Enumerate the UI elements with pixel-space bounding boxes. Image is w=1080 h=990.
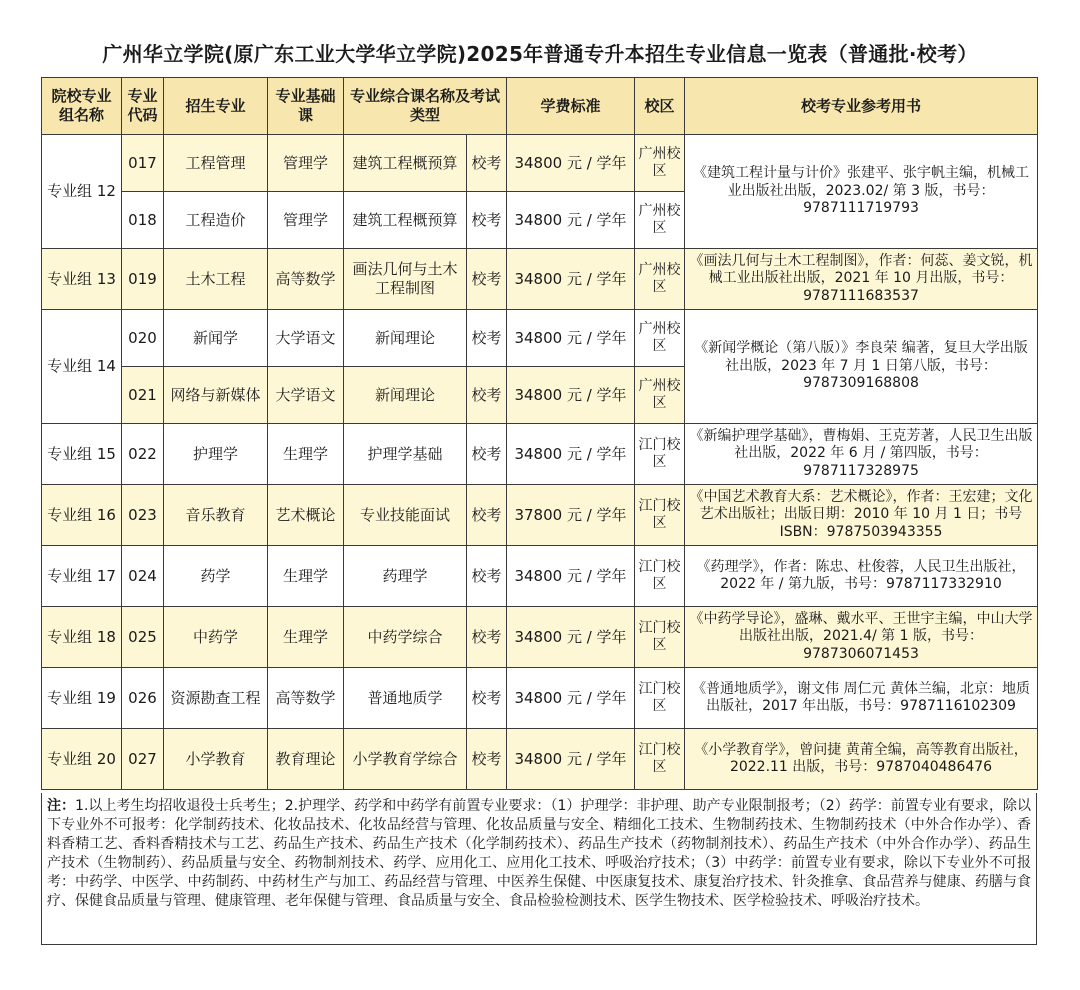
- major-cell: 新闻学: [164, 310, 268, 367]
- basic-course-cell: 生理学: [268, 607, 344, 668]
- table-row: [42, 607, 1038, 668]
- group-cell: 专业组 16: [42, 485, 122, 546]
- basic-course-cell: 高等数学: [268, 249, 344, 310]
- header-campus: 校区: [635, 78, 685, 135]
- major-cell: 药学: [164, 546, 268, 607]
- campus-cell: 江门校区: [635, 546, 685, 607]
- basic-course-cell: 生理学: [268, 424, 344, 485]
- basic-course-cell: 高等数学: [268, 668, 344, 729]
- table-row: [42, 668, 1038, 729]
- header-fee: 学费标准: [507, 78, 635, 135]
- reference-book-cell: 《中国艺术教育大系：艺术概论》，作者：王宏建；文化艺术出版社；出版日期：2010 年 10 月 1 日；书号 ISBN：9787503943355: [685, 485, 1038, 546]
- major-cell: 土木工程: [164, 249, 268, 310]
- code-cell: 027: [122, 729, 164, 790]
- table-row: [42, 310, 1038, 367]
- exam-type-cell: 校考: [467, 729, 507, 790]
- footnote-text: 1.以上考生均招收退役士兵考生；2.护理学、药学和中药学有前置专业要求：（1）护理学：非护理、助产专业限制报考；（2）药学：前置专业有要求，除以下专业外不可报考：化学制药技术、化妆品技术、化妆品经营与管理、化妆品质量与安全、精细化工技术、生物制药技术、生物制药技术（中外合作办学）、香料香精工艺、香料香精技术与工艺、药品生产技术、药品生产技术（化学制药技术）、药品生产技术（药物制剂技术）、药品生产技术（中外合作办学）、药品生产技术（生物制药）、药品质量与安全、药物制剂技术、药学、应用化工、应用化工技术、呼吸治疗技术；（3）中药学：前置专业有要求，除以下专业外不可报考：中药学、中医学、中药制药、中药材生产与加工、药品经营与管理、中医养生保健、中医康复技术、康复治疗技术、针灸推拿、食品营养与健康、药膳与食疗、保健食品质量与管理、健康管理、老年保健与管理、食品质量与安全、食品检验检测技术、医学生物技术、医学检验技术、呼吸治疗技术。: [47, 798, 1031, 910]
- header-reference-book: 校考专业参考用书: [685, 78, 1038, 135]
- basic-course-cell: 大学语文: [268, 310, 344, 367]
- group-cell: 专业组 14: [42, 310, 122, 424]
- fee-cell: 37800 元 / 学年: [507, 485, 635, 546]
- reference-book-cell: 《建筑工程计量与计价》张建平、张宇帆主编，机械工业出版社出版，2023.02/ 第 3 版，书号：9787111719793: [685, 135, 1038, 249]
- admissions-table: [41, 77, 1038, 790]
- basic-course-cell: 教育理论: [268, 729, 344, 790]
- fee-cell: 34800 元 / 学年: [507, 310, 635, 367]
- reference-book-cell: 《中药学导论》，盛琳、戴水平、王世宇主编，中山大学出版社出版，2021.4/ 第 1 版，书号：9787306071453: [685, 607, 1038, 668]
- fee-cell: 34800 元 / 学年: [507, 367, 635, 424]
- fee-cell: 34800 元 / 学年: [507, 668, 635, 729]
- fee-cell: 34800 元 / 学年: [507, 607, 635, 668]
- group-cell: 专业组 19: [42, 668, 122, 729]
- table-row: [42, 485, 1038, 546]
- campus-cell: 江门校区: [635, 729, 685, 790]
- code-cell: 017: [122, 135, 164, 192]
- course-cell: 新闻理论: [344, 310, 467, 367]
- major-cell: 音乐教育: [164, 485, 268, 546]
- fee-cell: 34800 元 / 学年: [507, 249, 635, 310]
- exam-type-cell: 校考: [467, 367, 507, 424]
- major-cell: 护理学: [164, 424, 268, 485]
- reference-book-cell: 《普通地质学》，谢文伟 周仁元 黄体兰编，北京：地质出版社，2017 年出版，书号：9787116102309: [685, 668, 1038, 729]
- basic-course-cell: 管理学: [268, 135, 344, 192]
- header-comprehensive-course: 专业综合课名称及考试类型: [344, 78, 507, 135]
- campus-cell: 广州校区: [635, 192, 685, 249]
- basic-course-cell: 生理学: [268, 546, 344, 607]
- exam-type-cell: 校考: [467, 135, 507, 192]
- code-cell: 019: [122, 249, 164, 310]
- course-cell: 药理学: [344, 546, 467, 607]
- code-cell: 020: [122, 310, 164, 367]
- campus-cell: 广州校区: [635, 135, 685, 192]
- fee-cell: 34800 元 / 学年: [507, 424, 635, 485]
- table-row: [42, 546, 1038, 607]
- major-cell: 工程造价: [164, 192, 268, 249]
- campus-cell: 江门校区: [635, 485, 685, 546]
- course-cell: 建筑工程概预算: [344, 135, 467, 192]
- reference-book-cell: 《药理学》，作者：陈忠、杜俊蓉，人民卫生出版社，2022 年 / 第九版，书号：9787117332910: [685, 546, 1038, 607]
- fee-cell: 34800 元 / 学年: [507, 546, 635, 607]
- course-cell: 新闻理论: [344, 367, 467, 424]
- exam-type-cell: 校考: [467, 192, 507, 249]
- campus-cell: 江门校区: [635, 668, 685, 729]
- group-cell: 专业组 17: [42, 546, 122, 607]
- course-cell: 护理学基础: [344, 424, 467, 485]
- header-major: 招生专业: [164, 78, 268, 135]
- group-cell: 专业组 18: [42, 607, 122, 668]
- table-row: [42, 424, 1038, 485]
- campus-cell: 江门校区: [635, 607, 685, 668]
- exam-type-cell: 校考: [467, 485, 507, 546]
- code-cell: 026: [122, 668, 164, 729]
- header-group: 院校专业组名称: [42, 78, 122, 135]
- course-cell: 中药学综合: [344, 607, 467, 668]
- group-cell: 专业组 15: [42, 424, 122, 485]
- reference-book-cell: 《画法几何与土木工程制图》，作者：何蕊、姜文锐，机械工业出版社出版，2021 年 10 月出版，书号：9787111683537: [685, 249, 1038, 310]
- code-cell: 021: [122, 367, 164, 424]
- reference-book-cell: 《小学教育学》，曾问捷 黄莆全编，高等教育出版社，2022.11 出版，书号：9787040486476: [685, 729, 1038, 790]
- campus-cell: 广州校区: [635, 310, 685, 367]
- reference-book-cell: 《新闻学概论（第八版）》李良荣 编著，复旦大学出版社出版，2023 年 7 月 1 日第八版，书号：9787309168808: [685, 310, 1038, 424]
- course-cell: 普通地质学: [344, 668, 467, 729]
- course-cell: 专业技能面试: [344, 485, 467, 546]
- campus-cell: 广州校区: [635, 249, 685, 310]
- exam-type-cell: 校考: [467, 607, 507, 668]
- footnote: [41, 793, 1037, 945]
- course-cell: 建筑工程概预算: [344, 192, 467, 249]
- header-code: 专业代码: [122, 78, 164, 135]
- major-cell: 网络与新媒体: [164, 367, 268, 424]
- campus-cell: 广州校区: [635, 367, 685, 424]
- group-cell: 专业组 12: [42, 135, 122, 249]
- basic-course-cell: 艺术概论: [268, 485, 344, 546]
- footnote-label: 注：: [47, 798, 76, 814]
- course-cell: 小学教育学综合: [344, 729, 467, 790]
- major-cell: 工程管理: [164, 135, 268, 192]
- code-cell: 018: [122, 192, 164, 249]
- campus-cell: 江门校区: [635, 424, 685, 485]
- major-cell: 中药学: [164, 607, 268, 668]
- table-row: [42, 249, 1038, 310]
- code-cell: 022: [122, 424, 164, 485]
- table-header-row: [42, 78, 1038, 135]
- exam-type-cell: 校考: [467, 424, 507, 485]
- course-cell: 画法几何与土木工程制图: [344, 249, 467, 310]
- header-basic-course: 专业基础课: [268, 78, 344, 135]
- table-row: [42, 729, 1038, 790]
- page-title: 广州华立学院(原广东工业大学华立学院)2025年普通专升本招生专业信息一览表（普通批·校考）: [102, 42, 978, 66]
- basic-course-cell: 大学语文: [268, 367, 344, 424]
- exam-type-cell: 校考: [467, 249, 507, 310]
- group-cell: 专业组 20: [42, 729, 122, 790]
- major-cell: 小学教育: [164, 729, 268, 790]
- code-cell: 023: [122, 485, 164, 546]
- code-cell: 024: [122, 546, 164, 607]
- fee-cell: 34800 元 / 学年: [507, 192, 635, 249]
- code-cell: 025: [122, 607, 164, 668]
- fee-cell: 34800 元 / 学年: [507, 729, 635, 790]
- fee-cell: 34800 元 / 学年: [507, 135, 635, 192]
- table-row: [42, 135, 1038, 192]
- exam-type-cell: 校考: [467, 546, 507, 607]
- exam-type-cell: 校考: [467, 668, 507, 729]
- major-cell: 资源勘查工程: [164, 668, 268, 729]
- basic-course-cell: 管理学: [268, 192, 344, 249]
- group-cell: 专业组 13: [42, 249, 122, 310]
- reference-book-cell: 《新编护理学基础》，曹梅娟、王克芳著，人民卫生出版社出版，2022 年 6 月 / 第四版，书号：9787117328975: [685, 424, 1038, 485]
- exam-type-cell: 校考: [467, 310, 507, 367]
